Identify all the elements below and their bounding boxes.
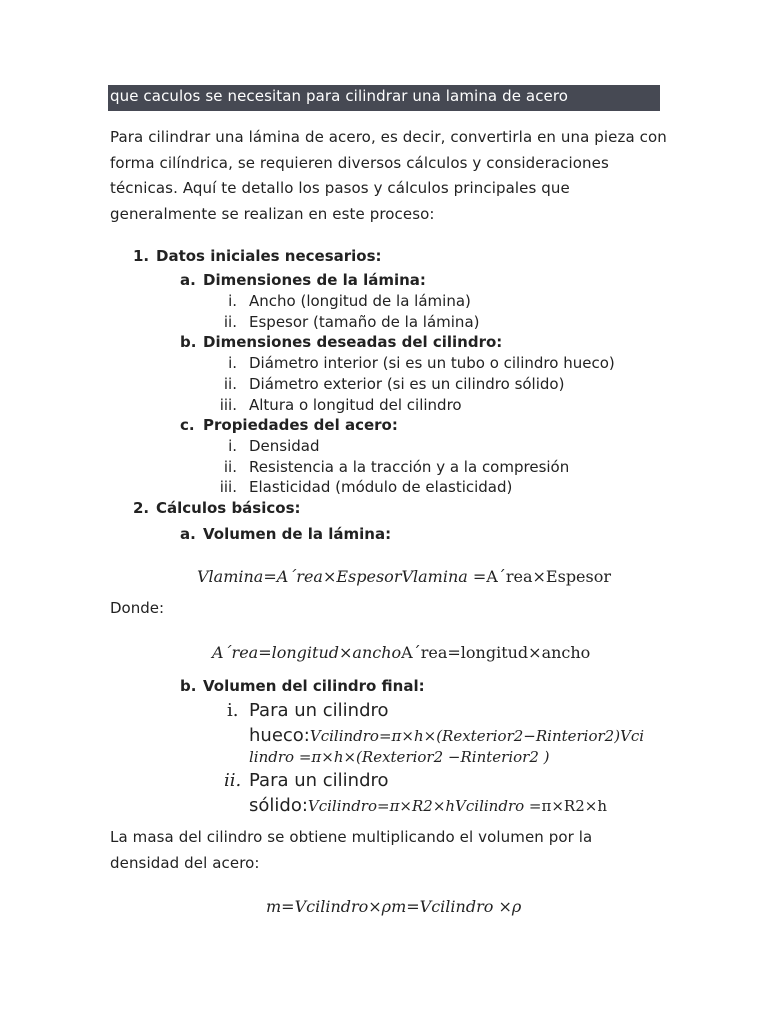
list-item: Elasticidad (módulo de elasticidad) — [249, 478, 513, 496]
list-item-number: iii. — [219, 396, 237, 414]
subsection-b-label: b. — [180, 677, 197, 695]
list-item: Densidad — [249, 437, 320, 455]
solido-line-2: sólido:Vcilindro=π×R2×hVcilindro =π×R2×h — [249, 795, 607, 816]
section-2-title: Cálculos básicos: — [156, 499, 301, 517]
list-item-number: ii. — [223, 313, 237, 331]
list-item: Ancho (longitud de la lámina) — [249, 292, 471, 310]
subsection-a-title: Dimensiones de la lámina: — [203, 271, 426, 289]
list-item-number: ii. — [224, 770, 242, 791]
subsection-b-title: Dimensiones deseadas del cilindro: — [203, 333, 503, 351]
donde-label: Donde: — [110, 599, 165, 617]
hueco-line-1: Para un cilindro — [249, 700, 389, 721]
list-item: Resistencia a la tracción y a la compresión — [249, 458, 570, 476]
list-item-number: i. — [227, 700, 239, 721]
masa-paragraph: La masa del cilindro se obtiene multiplicando el volumen por la densidad del acero: — [110, 828, 593, 872]
subsection-a-label: a. — [180, 271, 196, 289]
subsection-c-title: Propiedades del acero: — [203, 416, 398, 434]
subsection-b-title: Volumen del cilindro final: — [203, 677, 425, 695]
list-item: Espesor (tamaño de la lámina) — [249, 313, 480, 331]
formula-masa: m=Vcilindro×ρm=Vcilindro ×ρ — [266, 897, 522, 916]
subsection-b-label: b. — [180, 333, 197, 351]
list-item-number: iii. — [219, 478, 237, 496]
section-1-title: Datos iniciales necesarios: — [156, 247, 382, 265]
list-item-number: ii. — [223, 375, 237, 393]
hueco-line-3: lindro =π×h×(Rexterior2 −Rinterior2 ) — [249, 748, 550, 766]
subsection-a-label: a. — [180, 525, 196, 543]
solido-line-1: Para un cilindro — [249, 770, 389, 791]
question-header: que caculos se necesitan para cilindrar una lamina de acero — [108, 85, 660, 111]
section-2-number: 2. — [133, 499, 150, 517]
subsection-a-title: Volumen de la lámina: — [203, 525, 392, 543]
list-item: Altura o longitud del cilindro — [249, 396, 462, 414]
list-item-number: ii. — [223, 458, 237, 476]
intro-paragraph: Para cilindrar una lámina de acero, es decir, convertirla en una pieza con forma cilíndrica, se requieren diversos cálculos y consideraciones técnicas. Aquí te detallo los pasos y cálculos principales que generalmente se realizan en este proceso: — [110, 128, 667, 223]
list-item-number: i. — [228, 292, 237, 310]
list-item-number: i. — [228, 354, 237, 372]
list-item: Diámetro exterior (si es un cilindro sólido) — [249, 375, 565, 393]
section-1-number: 1. — [133, 247, 150, 265]
formula-volumen-lamina: Vlamina=A´rea×EspesorVlamina =A´rea×Espesor — [197, 567, 612, 586]
hueco-line-2: hueco:Vcilindro=π×h×(Rexterior2−Rinterior2)Vci — [249, 725, 645, 746]
list-item: Diámetro interior (si es un tubo o cilindro hueco) — [249, 354, 615, 372]
list-item-number: i. — [228, 437, 237, 455]
formula-area: A´rea=longitud×anchoA´rea=longitud×ancho — [212, 643, 591, 662]
subsection-c-label: c. — [180, 416, 195, 434]
